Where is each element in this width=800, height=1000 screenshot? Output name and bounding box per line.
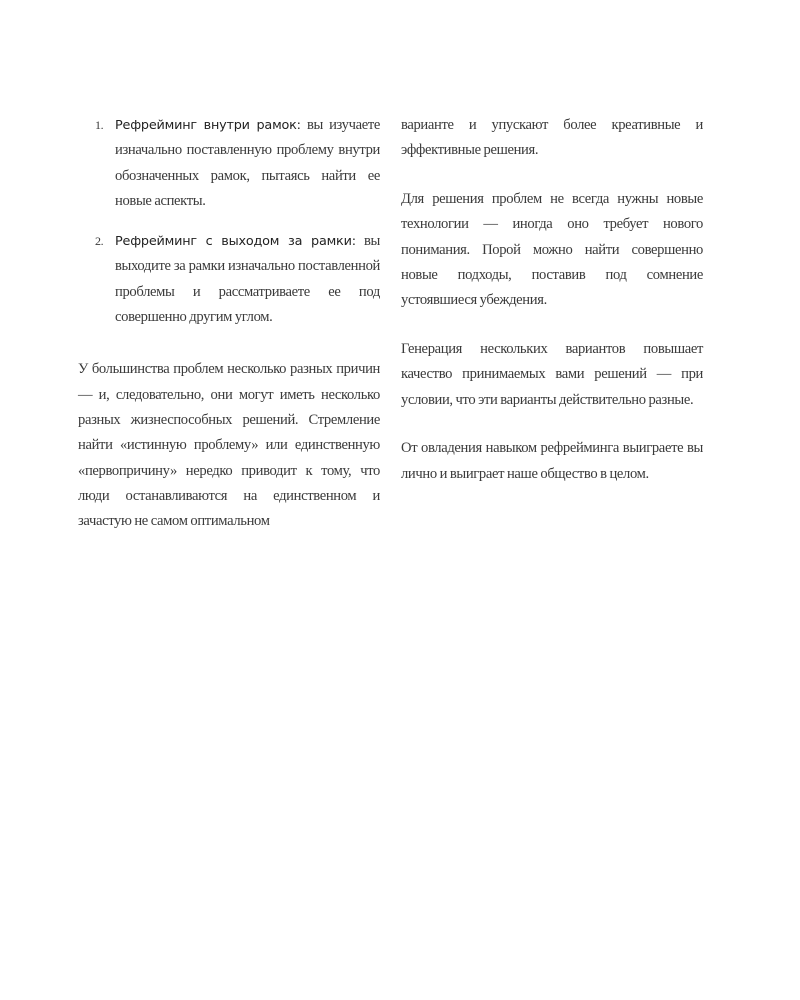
list-text: вы изучаете изначально поставленную проблему внутри обозначенных рамок, пытаясь найти ее новые аспекты. bbox=[115, 117, 380, 209]
list-text: вы выходите за рамки изначально поставленной проблемы и рассматриваете ее под совершенно другим углом. bbox=[115, 233, 381, 326]
body-paragraph: Для решения проблем не всегда нужны новые технологии — иногда оно требует нового понимания. Порой можно найти совершенно новые подходы, поставив под сомнение устоявшиеся убеждения. bbox=[401, 191, 703, 309]
list-item bbox=[78, 229, 380, 330]
list-term: Рефрейминг внутри рамок: bbox=[115, 118, 301, 133]
list-item bbox=[78, 113, 380, 214]
body-paragraph: От овладения навыком рефрейминга выиграете вы лично и выиграет наше общество в целом. bbox=[401, 440, 703, 482]
reframing-types-list bbox=[78, 113, 380, 330]
body-paragraph: варианте и упускают более креативные и эффективные решения. bbox=[401, 117, 703, 159]
right-column bbox=[401, 113, 703, 511]
list-number: 2. bbox=[95, 234, 104, 249]
left-column bbox=[78, 113, 380, 558]
list-term: Рефрейминг с выходом за рамки: bbox=[115, 234, 356, 250]
body-paragraph: Генерация нескольких вариантов повышает качество принимаемых вами решений — при условии, что эти варианты действительно разные. bbox=[401, 341, 703, 408]
list-number: 1. bbox=[95, 118, 104, 132]
body-paragraph: У большинства проблем несколько разных причин — и, следовательно, они могут иметь несколько разных жизнеспособных решений. Стремление найти «истинную проблему» или единственную «первопричину» нередко приводит к тому, что люди останавливаются на единственном и зачастую не самом оптимальном bbox=[78, 361, 380, 530]
